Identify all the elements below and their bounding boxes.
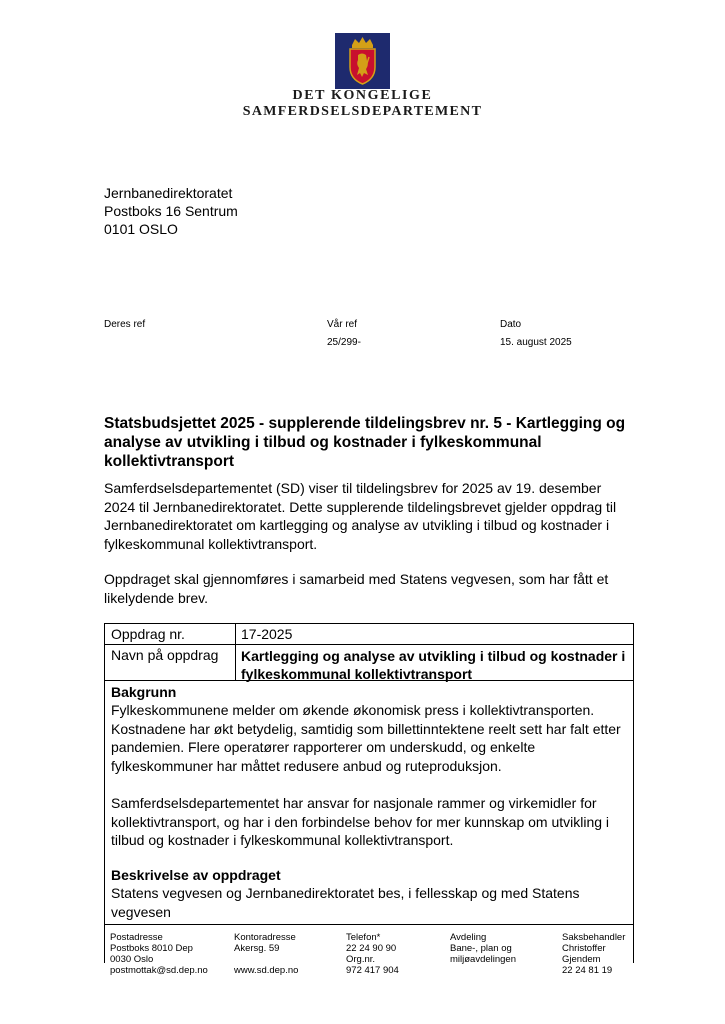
footer-text: Postadresse — [110, 932, 163, 943]
recipient-postcode: 0101 OSLO — [104, 221, 178, 237]
footer-text — [234, 954, 298, 965]
recipient-address: Postboks 16 Sentrum — [104, 203, 238, 219]
footer-caseworker-column — [562, 932, 625, 976]
bakgrunn-paragraph-1: Fylkeskommunene melder om økende økonomisk press i kollektivtransporten. Kostnadene har økt betydelig, samtidig som billettinntektene reelt sett har falt etter pandemien. Flere operatører rapporterer om underskudd, og enkelte fylkeskommuner har måttet redusere anbud og ruteproduksjon. — [111, 702, 621, 774]
assignment-name-value: Kartlegging og analyse av utvikling i tilbud og kostnader i fylkeskommunal kollektivtransport — [241, 648, 626, 682]
bakgrunn-heading: Bakgrunn — [111, 684, 177, 700]
beskrivelse-heading: Beskrivelse av oppdraget — [111, 867, 281, 883]
footer-text: Akersg. 59 — [234, 943, 280, 954]
dato-value: 15. august 2025 — [500, 337, 572, 348]
recipient-name: Jernbanedirektoratet — [104, 185, 233, 201]
footer-text: Bane-, plan og — [450, 943, 512, 954]
deres-ref-label: Deres ref — [104, 319, 146, 330]
footer-office-column — [234, 932, 298, 976]
var-ref-label: Vår ref — [327, 319, 358, 330]
table-row — [105, 624, 633, 645]
dato-label: Dato — [500, 319, 522, 330]
bakgrunn-paragraph-2: Samferdselsdepartementet har ansvar for nasjonale rammer og virkemidler for kollektivtransport, og har i den forbindelse behov for mer kunnskap om utvikling i tilbud og kostnader i fylkeskommunal kollektivtransport. — [111, 795, 610, 848]
footer-website: www.sd.dep.no — [234, 965, 299, 976]
ministry-name-line2: SAMFERDSELSDEPARTEMENT — [242, 104, 483, 119]
footer-email: postmottak@sd.dep.no — [110, 965, 208, 976]
footer-text: 0030 Oslo — [110, 954, 154, 965]
footer-postal-column — [110, 932, 208, 976]
footer-text: Postboks 8010 Dep — [110, 943, 193, 954]
body-paragraph-1: Samferdselsdepartementet (SD) viser til tildelingsbrev for 2025 av 19. desember 2024 til Jernbanedirektoratet. Dette supplerende tildelingsbrevet gjelder oppdrag til Jernbanedirektoratet om kartlegging og analyse av utvikling i tilbud og kostnader i fylkeskommunal kollektivtransport. — [104, 480, 617, 552]
assignment-table — [104, 623, 634, 963]
footer-text: 972 417 904 — [346, 965, 399, 976]
footer-text: miljøavdelingen — [450, 954, 517, 965]
footer-text: Avdeling — [450, 932, 487, 943]
footer-text: Telefon* — [346, 932, 381, 943]
footer-text: 22 24 90 90 — [346, 943, 397, 954]
footer-text: Org.nr. — [346, 954, 376, 965]
footer-text: Christoffer — [562, 943, 606, 954]
footer-text: Kontoradresse — [234, 932, 296, 943]
ministry-name-line1: DET KONGELIGE — [292, 88, 433, 103]
footer-text: Saksbehandler — [562, 932, 626, 943]
footer-text: 22 24 81 19 — [562, 965, 613, 976]
table-row — [105, 644, 633, 681]
var-ref-value: 25/299- — [327, 337, 361, 348]
footer-phone-column — [346, 932, 399, 976]
footer-department-column — [450, 932, 516, 965]
beskrivelse-paragraph: Statens vegvesen og Jernbanedirektoratet bes, i fellesskap og med Statens vegvesen — [111, 885, 580, 920]
letter-title: Statsbudsjettet 2025 - supplerende tildelingsbrev nr. 5 - Kartlegging og analyse av utvikling i tilbud og kostnader i fylkeskommunal kollektivtransport — [104, 415, 626, 470]
coat-of-arms-icon — [335, 33, 390, 89]
assignment-nr-label: Oppdrag nr. — [111, 626, 185, 642]
footer-text: Gjendem — [562, 954, 601, 965]
assignment-name-label: Navn på oppdrag — [111, 647, 219, 663]
footer-divider — [104, 924, 634, 925]
assignment-nr-value: 17-2025 — [241, 626, 293, 642]
body-paragraph-2: Oppdraget skal gjennomføres i samarbeid med Statens vegvesen, som har fått et likelydende brev. — [104, 571, 609, 606]
